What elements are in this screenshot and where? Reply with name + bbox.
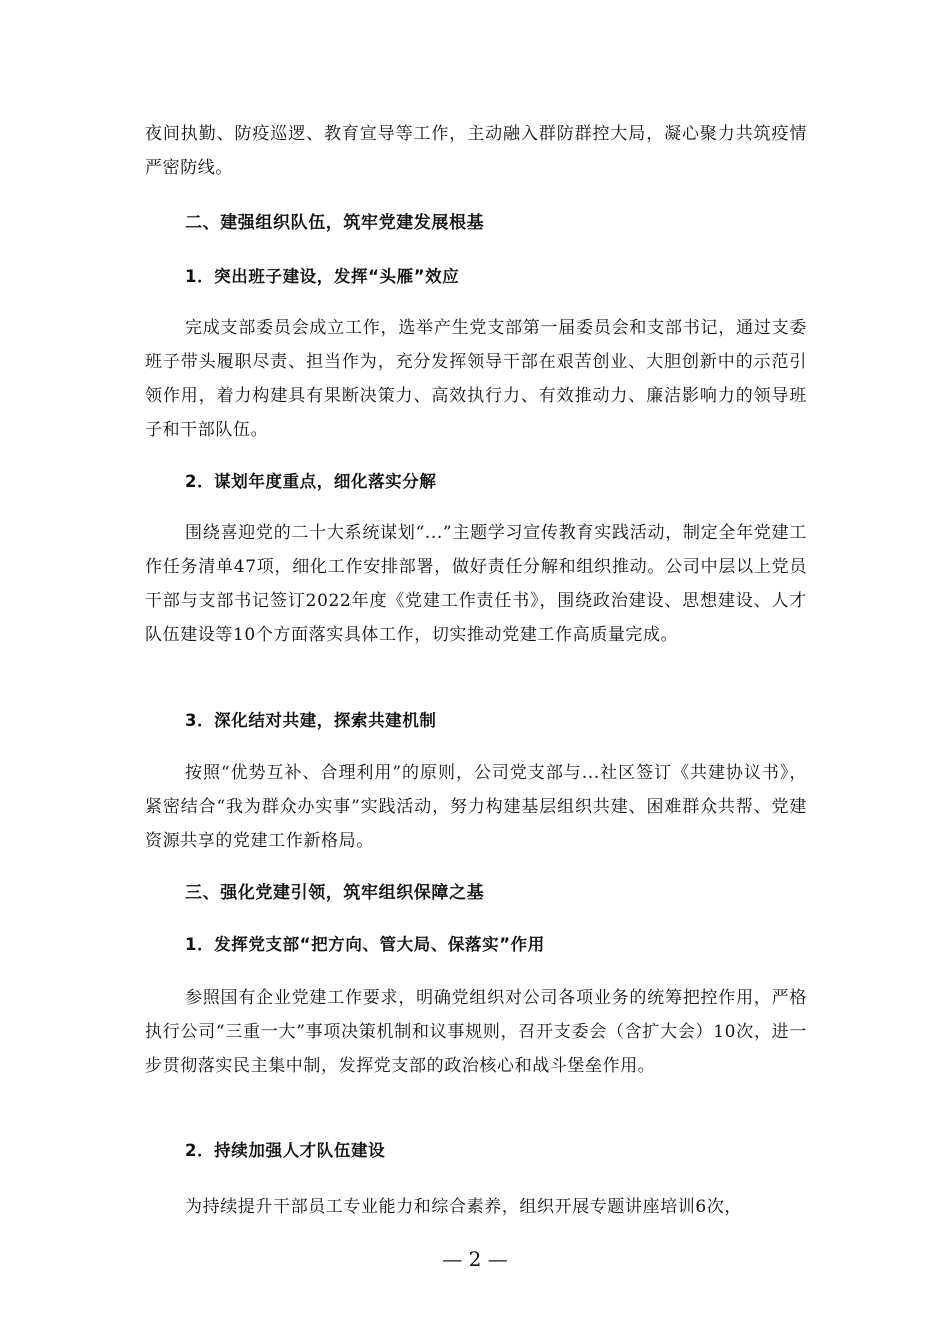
section-heading-2: 二、建强组织队伍，筑牢党建发展根基 <box>185 213 485 233</box>
paragraph-2-3: 按照“优势互补、合理利用”的原则，公司党支部与...社区签订《共建协议书》，紧密结合“我为群众办实事”实践活动，努力构建基层组织共建、困难群众共帮、党建资源共享的党建工作新格局。 <box>145 763 807 851</box>
paragraph-3-1: 参照国有企业党建工作要求，明确党组织对公司各项业务的统筹把控作用，严格执行公司“三重一大”事项决策机制和议事规则，召开支委会（含扩大会）10次，进一步贯彻落实民主集中制，发挥党支部的政治核心和战斗堡垒作用。 <box>145 988 807 1076</box>
paragraph-2-2: 围绕喜迎党的二十大系统谋划“...”主题学习宣传教育实践活动，制定全年党建工作任务清单47项，细化工作安排部署，做好责任分解和组织推动。公司中层以上党员干部与支部书记签订2022年度《党建工作责任书》，围绕政治建设、思想建设、人才队伍建设等10个方面落实具体工作，切实推动党建工作高质量完成。 <box>145 523 807 645</box>
subheading-3-1: 1．发挥党支部“把方向、管大局、保落实”作用 <box>185 935 545 954</box>
subheading-2-1: 1．突出班子建设，发挥“头雁”效应 <box>185 267 460 286</box>
subheading-2-2: 2．谋划年度重点，细化落实分解 <box>185 472 437 491</box>
subheading-3-2: 2．持续加强人才队伍建设 <box>185 1141 386 1160</box>
page-number: — 2 — <box>442 1247 508 1271</box>
paragraph-2-1: 完成支部委员会成立工作，选举产生党支部第一届委员会和支部书记，通过支委班子带头履职尽责、担当作为，充分发挥领导干部在艰苦创业、大胆创新中的示范引领作用，着力构建具有果断决策力、高效执行力、有效推动力、廉洁影响力的领导班子和干部队伍。 <box>145 318 807 440</box>
paragraph-3-2: 为持续提升干部员工专业能力和综合素养，组织开展专题讲座培训6次， <box>185 1197 743 1217</box>
section-heading-3: 三、强化党建引领，筑牢组织保障之基 <box>185 883 485 903</box>
intro-paragraph: 夜间执勤、防疫巡逻、教育宣导等工作，主动融入群防群控大局，凝心聚力共筑疫情严密防线。 <box>145 124 807 178</box>
subheading-2-3: 3．深化结对共建，探索共建机制 <box>185 711 437 730</box>
